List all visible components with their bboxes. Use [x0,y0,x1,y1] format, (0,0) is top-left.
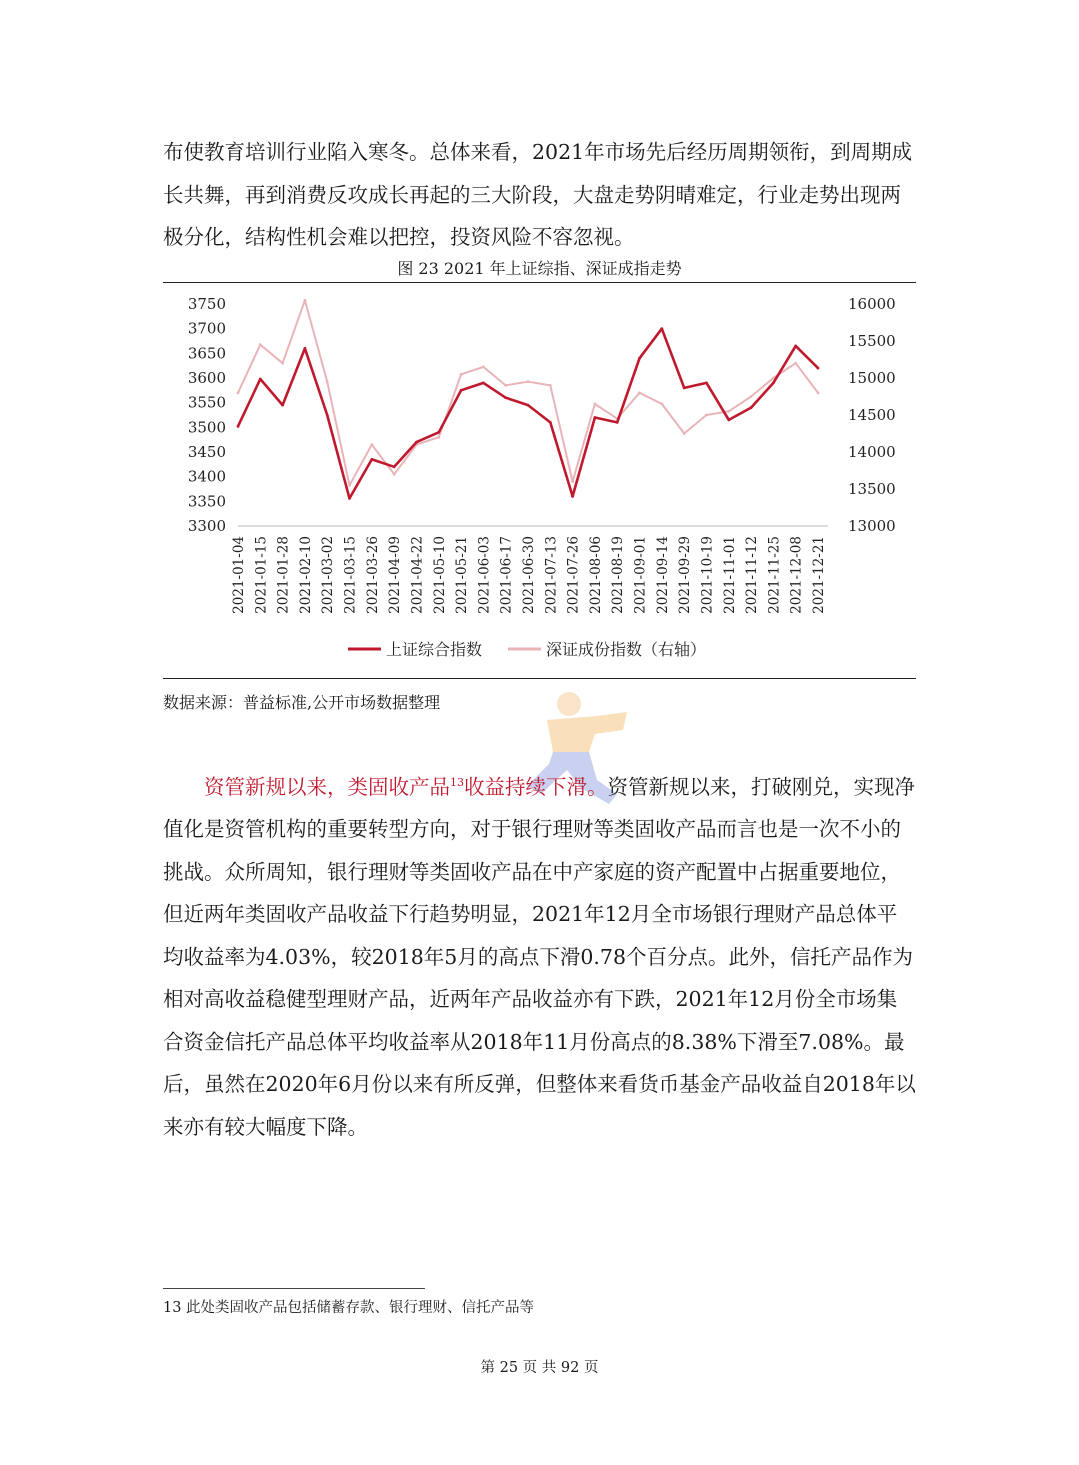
x-tick-label: 2021-04-09 [387,536,404,614]
series-1-point [393,465,396,468]
legend-label-series-1: 上证综合指数 [386,640,483,659]
series-2-point [437,436,440,439]
y-left-tick-label: 3600 [187,369,226,387]
series-1-point [616,421,619,424]
series-1-point [482,382,485,385]
series-1-point [237,425,240,428]
x-tick-label: 2021-01-04 [231,536,247,614]
body-paragraph-1: 布使教育培训行业陷入寒冬。总体来看，2021年市场先后经历周期领衔，到周期成长共舞，再到消费反攻成长再起的三大阶段，大盘走势阴晴难定，行业走势出现两极分化，结构性机会难以把控，投资风险不容忽视。 [163,140,913,249]
series-1-point [326,414,329,417]
series-1-point [683,386,686,389]
footnote: 13 此处类固收产品包括储蓄存款、银行理财、信托产品等 [163,1300,535,1316]
x-tick-label: 2021-09-01 [632,536,649,614]
series-1-point [772,382,775,385]
series-2-point [281,362,284,365]
x-tick-label: 2021-02-10 [297,536,314,614]
y-left-tick-label: 3700 [187,319,226,338]
y-left-tick-label: 3650 [187,344,226,363]
footnote-separator [163,1288,425,1289]
y-right-tick-label: 14000 [848,443,896,461]
x-tick-label: 2021-10-19 [699,536,716,614]
y-right-tick-label: 13500 [848,480,896,498]
series-1-point [348,497,351,500]
x-tick-label: 2021-03-26 [364,536,381,614]
figure-top-rule [163,282,916,283]
series-2-point [304,299,307,302]
highlight-text: 资管新规以来，类固收产品 [204,774,450,799]
index-trend-chart [163,284,916,676]
series-2-point [727,410,730,413]
series-2-point [571,480,574,483]
x-tick-label: 2021-09-29 [677,536,694,614]
series-2-point [750,395,753,398]
series-1-point [638,357,641,360]
y-right-tick-label: 15500 [848,332,896,350]
y-left-tick-label: 3300 [187,517,226,535]
x-tick-label: 2021-12-08 [788,536,805,614]
series-1-point [594,416,597,419]
series-1-point [259,378,262,381]
y-right-tick-label: 15000 [848,369,896,387]
series-2-point [549,384,552,387]
figure-source: 数据来源：普益标准,公开市场数据整理 [163,693,441,712]
series-2-point [594,403,597,406]
series-1-point [727,419,730,422]
series-1-point [437,431,440,434]
series-2-point [237,391,240,394]
highlight-text-tail: 收益持续下滑。 [464,774,608,799]
y-right-tick-label: 16000 [848,295,896,313]
figure-title: 图 23 2021 年上证综指、深证成指走势 [397,259,682,278]
series-1-point [281,404,284,407]
series-1-point [415,441,418,444]
series-2-point [794,362,797,365]
series-1-point [660,327,663,330]
y-left-tick-label: 3550 [187,393,226,412]
series-line-1 [238,329,818,499]
series-2-point [683,432,686,435]
x-tick-label: 2021-11-12 [744,536,761,614]
series-2-point [660,403,663,406]
paragraph-highlight [204,775,608,799]
x-tick-label: 2021-08-06 [587,536,604,614]
series-2-point [370,443,373,446]
series-2-point [504,384,507,387]
series-1-point [794,345,797,348]
series-2-point [705,414,708,417]
legend-label-series-2: 深证成份指数（右轴） [546,640,707,659]
series-1-point [705,382,708,385]
series-2-point [326,380,329,383]
x-tick-label: 2021-07-26 [565,536,582,614]
series-1-point [370,458,373,461]
series-1-point [504,396,507,399]
series-2-point [638,391,641,394]
x-tick-label: 2021-08-19 [610,536,627,614]
series-1-point [549,421,552,424]
series-2-point [259,343,262,346]
series-1-point [304,347,307,350]
series-1-point [460,389,463,392]
series-2-point [482,366,485,369]
footnote-ref[interactable]: 13 [450,776,464,789]
x-tick-label: 2021-01-28 [275,536,292,614]
series-2-point [393,473,396,476]
body-paragraph-2 [163,762,916,1148]
series-2-point [348,484,351,487]
series-line-2 [238,300,818,485]
series-1-point [527,404,530,407]
x-tick-label: 2021-05-10 [431,536,448,614]
y-right-tick-label: 13000 [848,517,896,535]
figure-bottom-rule [163,678,916,679]
y-left-tick-label: 3750 [187,295,226,313]
x-tick-label: 2021-11-25 [766,536,783,614]
series-2-point [460,373,463,376]
series-1-point [817,367,820,370]
x-tick-label: 2021-09-14 [654,536,671,614]
series-2-point [527,380,530,383]
page-number: 第 25 页 共 92 页 [480,1360,599,1376]
x-tick-label: 2021-04-22 [409,536,426,614]
series-1-point [571,495,574,498]
x-tick-label: 2021-11-01 [721,536,738,614]
series-2-point [817,391,820,394]
x-tick-label: 2021-12-21 [811,536,827,614]
x-tick-label: 2021-06-30 [521,536,537,614]
y-left-tick-label: 3450 [187,443,226,461]
x-tick-label: 2021-05-21 [454,536,471,614]
y-left-tick-label: 3350 [187,492,226,511]
y-right-tick-label: 14500 [848,406,896,424]
paragraph-text: 资管新规以来，打破刚兑，实现净值化是资管机构的重要转型方向，对于银行理财等类固收产品而言也是一次不小的挑战。众所周知，银行理财等类固收产品在中产家庭的资产配置中占据重要地位，但近两年类固收产品收益下行趋势明显，2021年12月全市场银行理财产品总体平均收益率为4.03%，较2018年5月的高点下滑0.78个百分点。此外，信托产品作为相对高收益稳健型理财产品，近两年产品收益亦有下跌，2021年12月份全市场集合资金信托产品总体平均收益率从2018年11月份高点的8.38%下滑至7.08%。最后，虽然在2020年6月份以来有所反弹，但整体来看货币基金产品收益自2018年以来亦有较大幅度下降。 [163,774,916,1139]
series-1-point [750,406,753,409]
x-tick-label: 2021-06-17 [498,536,515,614]
x-tick-label: 2021-01-15 [253,536,270,614]
x-tick-label: 2021-06-03 [476,536,493,614]
x-tick-label: 2021-03-02 [320,536,337,614]
x-tick-label: 2021-07-13 [543,536,560,614]
y-left-tick-label: 3400 [187,467,226,486]
x-tick-label: 2021-03-15 [342,536,359,614]
y-left-tick-label: 3500 [187,418,226,437]
